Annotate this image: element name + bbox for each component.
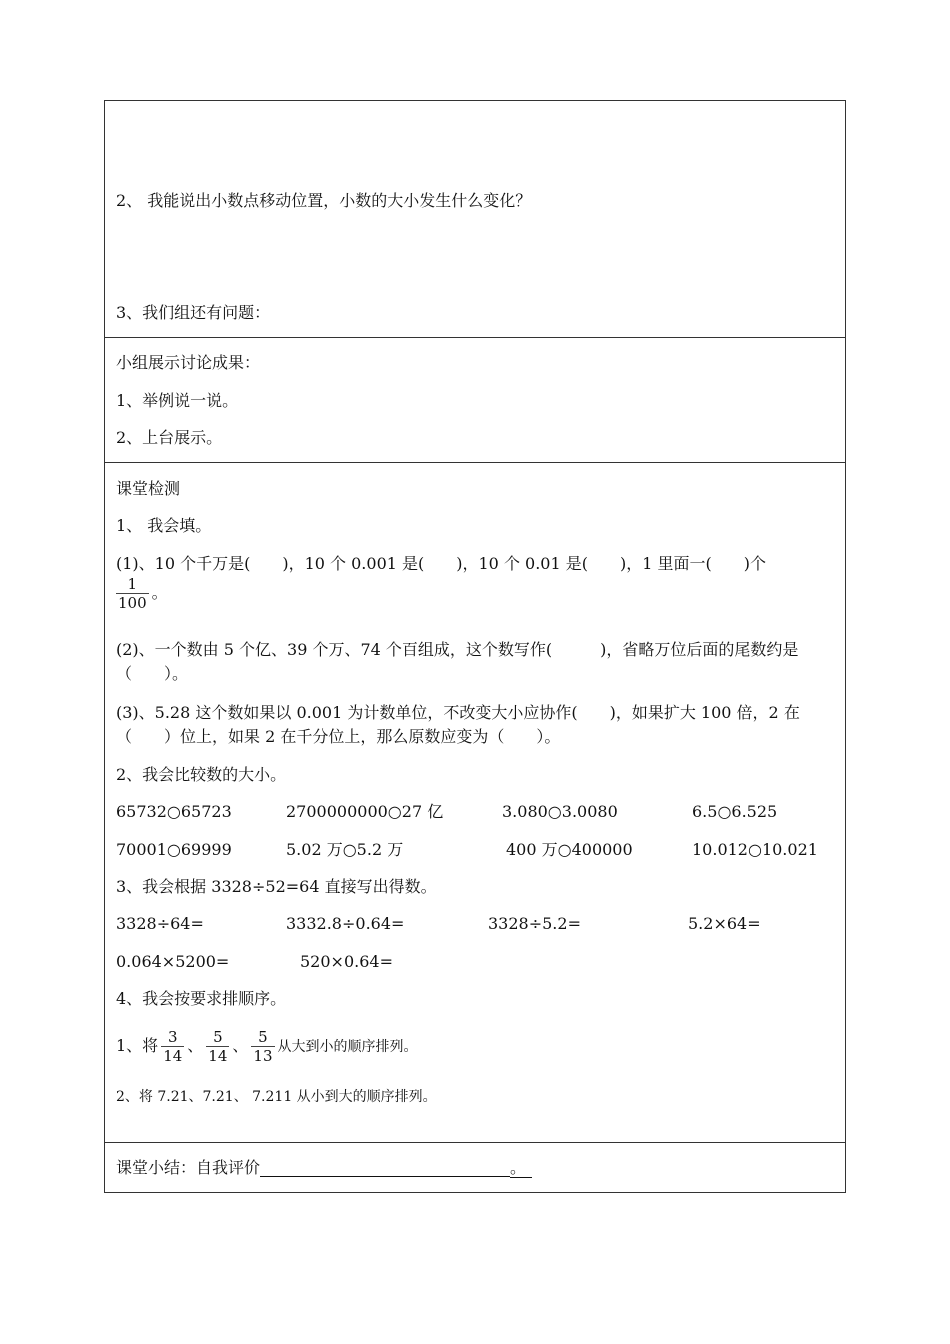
calc-1: 3328÷64=: [116, 914, 204, 933]
class-test-cell: [105, 463, 845, 1143]
q4-1: 1、将 $\frac{3}{14}$ 、 $\frac{5}{14}$ 、 $\frac{5}{13}$ 从大到小的顺序排列。: [116, 1028, 418, 1065]
compare-6: 5.02 万○5.2 万: [286, 840, 404, 859]
group-show-title: 小组展示讨论成果：: [116, 353, 261, 372]
compare-1: 65732○65723: [116, 802, 232, 821]
q1-1: (1)、10 个千万是( )，10 个 0.001 是( )，10 个 0.01 是( )，1 里面一( )个: [116, 554, 766, 573]
question-2: 2、 我能说出小数点移动位置，小数的大小发生什么变化？: [116, 191, 532, 210]
fraction-5-14: $\frac{5}{14}$: [208, 1028, 228, 1065]
summary-line: 课堂小结：自我评价 。: [116, 1156, 837, 1180]
calc-2: 3332.8÷0.64=: [286, 914, 405, 933]
class-test-title: 课堂检测: [116, 479, 181, 498]
group-show-item-2: 2、上台展示。: [116, 428, 223, 447]
q2-title: 2、我会比较数的大小。: [116, 765, 287, 784]
calc-6: 520×0.64=: [300, 952, 393, 971]
q3-title: 3、我会根据 3328÷52=64 直接写出得数。: [116, 877, 437, 896]
compare-4: 6.5○6.525: [692, 802, 778, 821]
self-evaluation-blank[interactable]: [260, 1158, 510, 1177]
worksheet-table: [104, 100, 846, 1193]
compare-3: 3.080○3.0080: [502, 802, 618, 821]
calc-3: 3328÷5.2=: [488, 914, 581, 933]
group-show-cell: [105, 338, 845, 463]
compare-5: 70001○69999: [116, 840, 232, 859]
questions-cell: [105, 101, 845, 338]
calc-5: 0.064×5200=: [116, 952, 230, 971]
compare-8: 10.012○10.021: [692, 840, 818, 859]
q1-1-fraction-line: $\frac{1}{100}$ 。: [118, 575, 168, 612]
fraction-3-14: $\frac{3}{14}$: [163, 1028, 183, 1065]
compare-2: 2700000000○27 亿: [286, 802, 444, 821]
fraction-5-13: $\frac{5}{13}$: [253, 1028, 273, 1065]
q1-3: (3)、5.28 这个数如果以 0.001 为计数单位，不改变大小应协作( )，如果扩大 100 倍，2 在（ ）位上，如果 2 在千分位上，那么原数应变为（ ）。: [116, 703, 800, 746]
q4-title: 4、我会按要求排顺序。: [116, 989, 287, 1008]
fraction-1-100: $\frac{1}{100}$: [118, 575, 147, 612]
q1-title: 1、 我会填。: [116, 516, 212, 535]
summary-cell: [105, 1143, 845, 1194]
q4-2: 2、将 7.21、7.21、 7.211 从小到大的顺序排列。: [116, 1089, 437, 1105]
compare-7: 400 万○400000: [506, 840, 633, 859]
q1-2: (2)、一个数由 5 个亿、39 个万、74 个百组成，这个数写作( )，省略万位后面的尾数约是（ ）。: [116, 640, 799, 683]
summary-label: 课堂小结：自我评价: [116, 1158, 261, 1177]
calc-4: 5.2×64=: [688, 914, 761, 933]
question-3: 3、我们组还有问题：: [116, 303, 271, 322]
group-show-item-1: 1、举例说一说。: [116, 391, 239, 410]
